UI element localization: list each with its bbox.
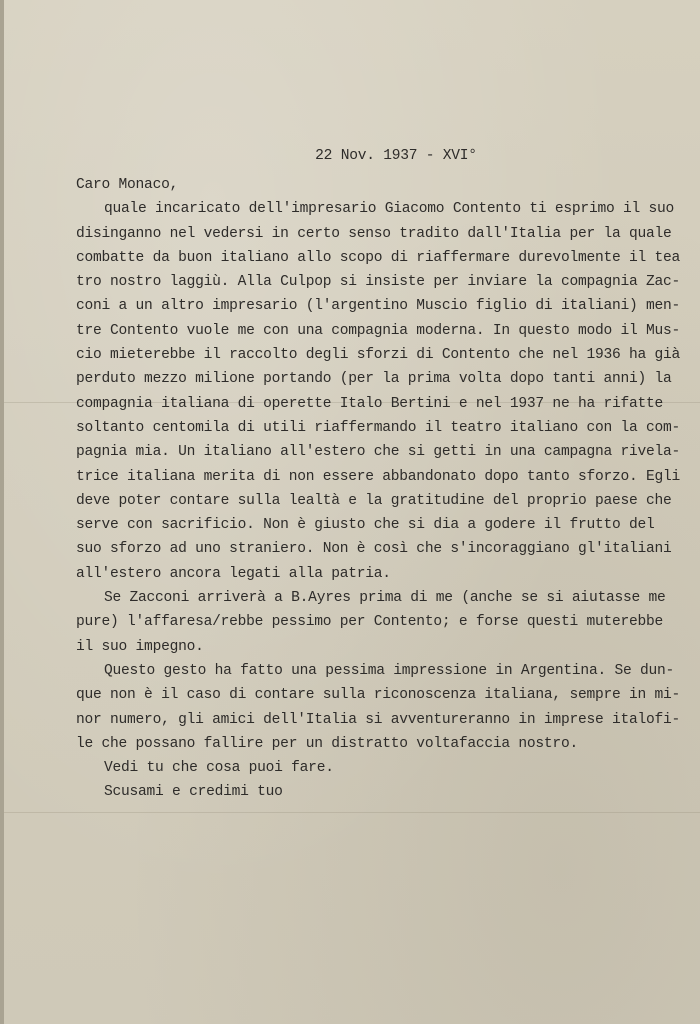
letter-line: que non è il caso di contare sulla riconoscenza italiana, sempre in mi- [76,687,681,704]
letter-line: trice italiana merita di non essere abbandonato dopo tanto sforzo. Egli [76,468,681,485]
letter-line: Vedi tu che cosa puoi fare. [104,760,334,777]
letter-line: nor numero, gli amici dell'Italia si avventureranno in imprese italofi- [76,711,681,728]
letter-line: quale incaricato dell'impresario Giacomo Contento ti esprimo il suo [104,201,675,218]
letter-line: serve con sacrificio. Non è giusto che si dia a godere il frutto del [76,517,655,534]
letter-line: tro nostro laggiù. Alla Culpop si insiste per inviare la compagnia Zac- [76,274,681,291]
paper-crease [4,812,700,813]
letter-date: 22 Nov. 1937 - XVI° [315,148,477,164]
letter-line: cio mieterebbe il raccolto degli sforzi di Contento che nel 1936 ha già [76,347,681,364]
letter-salutation: Caro Monaco, [76,177,179,193]
letter-line: deve poter contare sulla lealtà e la gratitudine del proprio paese che [76,492,672,509]
letter-line: combatte da buon italiano allo scopo di riaffermare durevolmente il tea [76,249,681,266]
letter-line: disinganno nel vedersi in certo senso tradito dall'Italia per la quale [76,225,672,242]
letter-body [76,143,681,805]
letter-line: soltanto centomila di utili riaffermando il teatro italiano con la com- [76,419,681,436]
letter-line: all'estero ancora legati alla patria. [76,565,391,582]
letter-line: tre Contento vuole me con una compagnia moderna. In questo modo il Mus- [76,322,681,339]
letter-line: Questo gesto ha fatto una pessima impressione in Argentina. Se dun- [104,662,675,679]
letter-line: Scusami e credimi tuo [104,784,283,801]
letter-line: perduto mezzo milione portando (per la prima volta dopo tanti anni) la [76,371,672,388]
letter-line: suo sforzo ad uno straniero. Non è così che s'incoraggiano gl'italiani [76,541,672,558]
letter-line: compagnia italiana di operette Italo Bertini e nel 1937 ne ha rifatte [76,395,664,412]
letter-line: Se Zacconi arriverà a B.Ayres prima di me (anche se si aiutasse me [104,590,666,607]
letter-line: pagnia mia. Un italiano all'estero che si getti in una campagna rivela- [76,444,681,461]
letter-line: coni a un altro impresario (l'argentino Muscio figlio di italiani) men- [76,298,681,315]
letter-line: il suo impegno. [76,638,204,655]
letter-line: le che possano fallire per un distratto voltafaccia nostro. [76,735,578,752]
letter-text [76,197,681,804]
letter-line: pure) l'affaresa/rebbe pessimo per Contento; e forse questi muterebbe [76,614,664,631]
